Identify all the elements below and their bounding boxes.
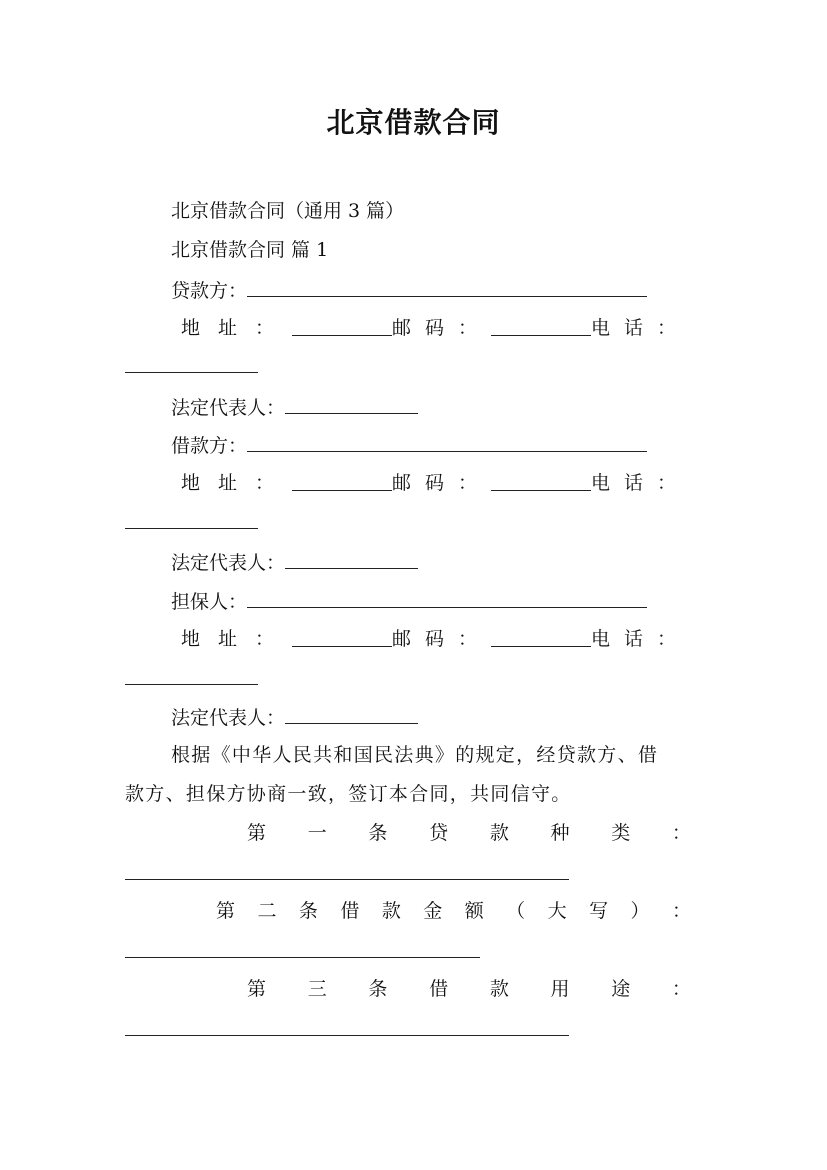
guarantor-contact-row — [181, 626, 690, 652]
article-3-char: 条 — [368, 978, 388, 1000]
borrower-phone-label: 电话： — [590, 472, 690, 494]
document-subtitle: 北京借款合同（通用 3 篇） — [171, 200, 405, 222]
article-2-char: 款 — [381, 900, 401, 922]
article-3-char: 途 — [611, 978, 631, 1000]
section-heading: 北京借款合同 篇 1 — [171, 239, 329, 261]
article-2-char: 金 — [423, 900, 443, 922]
guarantor-address-blank[interactable] — [292, 626, 392, 647]
article-2-char: ： — [671, 900, 691, 922]
article-1-char: 贷 — [429, 822, 449, 844]
article-1-char: 类 — [611, 822, 631, 844]
lender-rep-label: 法定代表人： — [171, 397, 286, 419]
borrower-postcode-label: 邮码： — [391, 472, 491, 494]
guarantor-blank[interactable] — [247, 587, 647, 608]
borrower-postcode-blank[interactable] — [491, 470, 591, 491]
guarantor-label: 担保人： — [171, 591, 248, 613]
borrower-address-label: 地址： — [181, 472, 293, 494]
article-3-heading — [247, 976, 691, 1002]
lender-postcode-blank[interactable] — [491, 315, 591, 336]
lender-rep-blank[interactable] — [285, 393, 418, 414]
guarantor-phone-label: 电话： — [590, 628, 690, 650]
borrower-phone-blank[interactable] — [125, 528, 258, 529]
guarantor-rep-label: 法定代表人： — [171, 707, 286, 729]
borrower-contact-row — [181, 470, 690, 496]
article-3-char: ： — [671, 978, 691, 1000]
lender-postcode-label: 邮码： — [391, 317, 491, 339]
article-2-heading — [216, 898, 691, 924]
lender-row — [171, 276, 647, 304]
lender-rep-row — [171, 393, 418, 421]
borrower-blank[interactable] — [247, 431, 647, 452]
guarantor-postcode-blank[interactable] — [491, 626, 591, 647]
borrower-rep-blank[interactable] — [285, 548, 418, 569]
article-3-char: 三 — [307, 978, 327, 1000]
lender-phone-label: 电话： — [590, 317, 690, 339]
article-3-blank[interactable] — [125, 1035, 569, 1036]
article-3-char: 第 — [247, 978, 267, 1000]
lender-contact-row — [181, 315, 690, 341]
guarantor-postcode-label: 邮码： — [391, 628, 491, 650]
article-2-char: 借 — [340, 900, 360, 922]
article-2-char: 写 — [589, 900, 609, 922]
guarantor-rep-blank[interactable] — [285, 703, 418, 724]
guarantor-address-label: 地址： — [181, 628, 293, 650]
borrower-address-blank[interactable] — [292, 470, 392, 491]
article-1-char: 第 — [247, 822, 267, 844]
borrower-label: 借款方： — [171, 435, 248, 457]
lender-address-blank[interactable] — [292, 315, 392, 336]
article-2-char: 第 — [216, 900, 236, 922]
article-1-char: 一 — [307, 822, 327, 844]
article-1-char: 条 — [368, 822, 388, 844]
borrower-rep-row — [171, 548, 418, 576]
lender-phone-blank[interactable] — [125, 372, 258, 373]
article-1-blank[interactable] — [125, 879, 569, 880]
article-3-char: 款 — [489, 978, 509, 1000]
article-1-char: 款 — [489, 822, 509, 844]
article-2-char: （ — [506, 900, 526, 922]
article-3-char: 借 — [429, 978, 449, 1000]
lender-address-label: 地址： — [181, 317, 293, 339]
lender-blank[interactable] — [247, 276, 647, 297]
borrower-row — [171, 431, 647, 459]
preamble-line-2: 款方、担保方协商一致，签订本合同，共同信守。 — [125, 783, 572, 805]
article-1-heading — [247, 820, 691, 846]
borrower-rep-label: 法定代表人： — [171, 552, 286, 574]
article-1-char: 种 — [550, 822, 570, 844]
article-2-char: 大 — [547, 900, 567, 922]
article-3-char: 用 — [550, 978, 570, 1000]
lender-label: 贷款方： — [171, 280, 248, 302]
article-2-char: 额 — [464, 900, 484, 922]
article-2-char: 二 — [257, 900, 277, 922]
article-2-char: 条 — [298, 900, 318, 922]
guarantor-phone-blank[interactable] — [125, 684, 258, 685]
preamble-line-1: 根据《中华人民共和国民法典》的规定，经贷款方、借 — [171, 744, 659, 766]
article-1-char: ： — [671, 822, 691, 844]
guarantor-row — [171, 587, 647, 615]
article-2-blank[interactable] — [125, 957, 480, 958]
guarantor-rep-row — [171, 703, 418, 731]
article-2-char: ） — [630, 900, 650, 922]
document-title: 北京借款合同 — [326, 106, 501, 139]
